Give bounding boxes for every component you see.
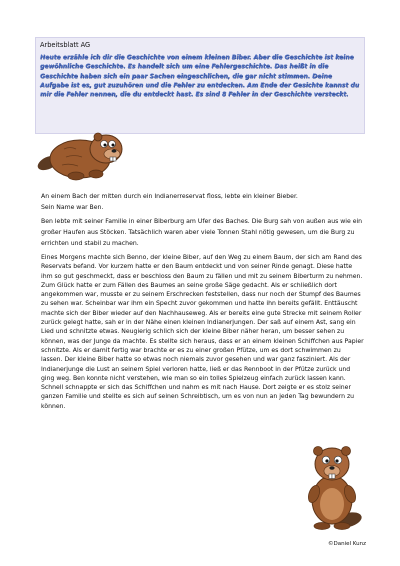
intro-text: Heute erzähle ich dir die Geschichte von einem kleinen Biber. Aber die Geschichte ist keine gewöhnliche Geschichte. Es handelt sich um eine Fehlergeschichte. Das heißt in die Geschichte haben sich ein paar Sachen eingeschlichen, die gar nicht stimmen. Deine Aufgabe ist es, gut zuzuhören und die Fehler zu entdecken. Am Ende der Gesichte kannst du mir die Fehler nennen, die du entdeckt hast. Es sind 8 Fehler in der Geschichte versteckt. xyxy=(40,54,360,99)
worksheet-title: Arbeitsblatt AG xyxy=(40,41,91,49)
copyright-notice: ©Daniel Kunz xyxy=(328,541,366,547)
beaver-standing-illustration xyxy=(302,440,366,532)
story-paragraph-4 xyxy=(41,253,364,411)
story-paragraph-2 xyxy=(41,202,364,213)
story-text: An einem Bach der mitten durch ein Indianerreservat floss, lebte ein kleiner Bieber. xyxy=(41,193,298,200)
story-paragraph-1 xyxy=(41,191,364,202)
story-paragraph-3 xyxy=(41,216,364,249)
story-text: Sein Name war Ben. xyxy=(41,204,104,211)
story-text: Ben lebte mit seiner Familie in einer Biberburg am Ufer des Baches. Die Burg sah von außen aus wie ein großer Haufen aus Stöcken. Tatsächlich waren aber viele Tonnen Stahl nötig gewesen, um die Burg zu errichten und stabil zu machen. xyxy=(41,218,363,247)
story-text: Eines Morgens machte sich Benno, der kleine Biber, auf den Weg zu einem Baum, der sich am Rand des Reservats befand. Vor kurzem hatte er den Baum entdeckt und von seiner Rinde genagt. Diese hatte ihm so gut geschmeckt, dass er beschloss den Baum zu fällen und mit zu seinem Biberturm zu nehmen. Zum Glück hatte er zum Fällen des Baumes an seine große Säge gedacht. Als er schließlich dort angekommen war, musste er zu seinem Erschrecken feststellen, dass nur noch der Stumpf des Baumes zu sehen war. Scheinbar war ihm ein Specht zuvor gekommen und hatte ihn bereits gefällt. Enttäuscht machte sich der Biber wieder auf den Nachhauseweg. Als er bereits eine gute Strecke mit seinem Roller zurück gelegt hatte, sah er in der Nähe einen kleinen Indianerjungen. Der saß auf einem Ast, sang ein Lied und schnitzte etwas. Neugierig schlich sich der kleine Biber näher heran, um besser sehen zu können, was der Junge da machte. Es stellte sich heraus, dass er an einem kleinen Schiffchen aus Papier schnitzte. Als er damit fertig war brachte er es zu einer großen Pfütze, um es dort schwimmen zu lassen. Der kleine Biber hatte so etwas noch niemals zuvor gesehen und war ganz fasziniert. Als der Indianerjunge die Lust an seinem Spiel verloren hatte, ließ er das Rennboot in der Pfütze zurück und ging weg. Ben konnte nicht verstehen, wie man so ein tolles Spielzeug einfach zurück lassen kann. Schnell schnappte er sich das Schiffchen und nahm es mit nach Hause. Dort zeigte er es stolz seiner ganzen Familie und stellte es sich auf seinen Schreibtisch, um es von nun an jeden Tag bewundern zu können. xyxy=(41,254,364,410)
beaver-lying-illustration xyxy=(36,119,126,185)
